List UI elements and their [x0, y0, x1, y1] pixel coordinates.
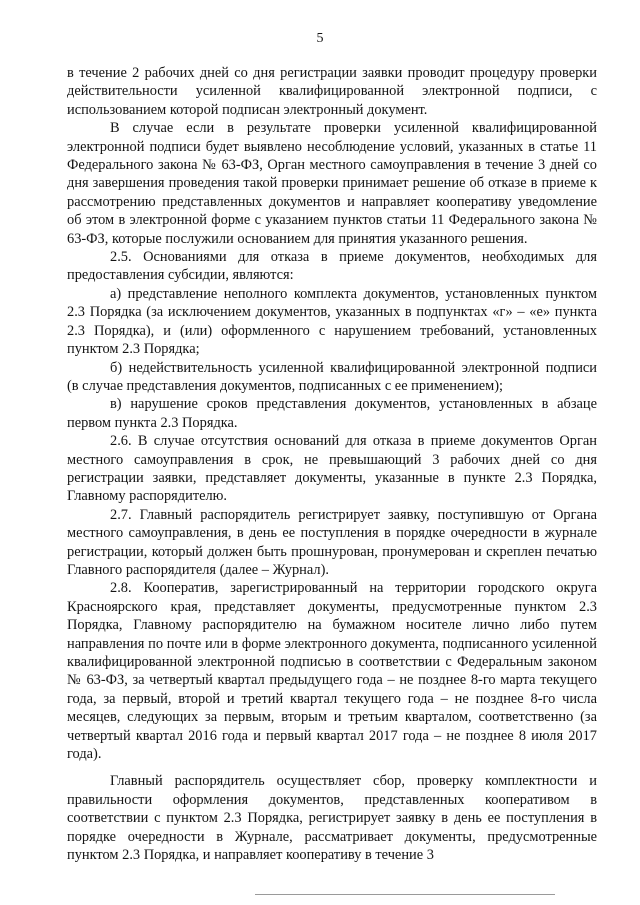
paragraph-2-6: 2.6. В случае отсутствия оснований для отказа в приеме документов Орган местного самоуправления в срок, не превышающий 3 рабочих дней со дня регистрации заявки, представляет документы, указанные в пункте 2.3 Порядка, Главному распорядителю.: [67, 433, 597, 505]
paragraph-main-manager: Главный распорядитель осуществляет сбор, проверку комплектности и правильности оформления документов, представленных кооперативом в соответствии с пунктом 2.3 Порядка, регистрирует заявку в день ее поступления в порядке очередности в Журнале, рассматривает документы, предусмотренные пунктом 2.3 Порядка, и направляет кооперативу в течение 3: [67, 773, 597, 864]
paragraph-signature-check: В случае если в результате проверки усиленной квалифицированной электронной подписи будет выявлено несоблюдение условий, указанных в статье 11 Федерального закона № 63-ФЗ, Орган местного самоуправления в течение 3 дней со дня завершения проведения такой проверки принимает решение об отказе в приеме к рассмотрению представленных документов и направляет кооперативу уведомление об этом в электронной форме с указанием пунктов статьи 11 Федерального закона № 63-ФЗ, которые послужили основанием для принятия указанного решения.: [67, 120, 597, 247]
paragraph-2-8: 2.8. Кооператив, зарегистрированный на территории городского округа Красноярского края, представляет документы, предусмотренные пунктом 2.3 Порядка, Главному распорядителю на бумажном носителе лично либо путем направления по почте или в форме электронного документа, подписанного усиленной квалифицированной электронной подписью в соответствии с Федеральным законом № 63-ФЗ, за четвертый квартал предыдущего года – не позднее 8-го марта текущего года, за первый, второй и третий квартал текущего года – не позднее 8-го числа месяцев, следующих за первым, вторым и третьим кварталом, соответственно (за четвертый квартал 2016 года и первый квартал 2017 года – не позднее 8 июля 2017 года).: [67, 580, 597, 763]
document-body: [67, 64, 597, 864]
page-number: 5: [316, 31, 324, 46]
footer-rule: [255, 894, 555, 895]
paragraph-2-5-c: в) нарушение сроков представления документов, установленных в абзаце первом пункта 2.3 Порядка.: [67, 396, 597, 431]
paragraph-2-5: 2.5. Основаниями для отказа в приеме документов, необходимых для предоставления субсидии, являются:: [67, 249, 597, 284]
paragraph-continuation: в течение 2 рабочих дней со дня регистрации заявки проводит процедуру проверки действительности усиленной квалифицированной электронной подписи, с использованием которой подписан электронный документ.: [67, 65, 597, 118]
paragraph-2-5-b: б) недействительность усиленной квалифицированной электронной подписи (в случае представления документов, подписанных с ее применением);: [67, 359, 597, 394]
paragraph-2-5-a: а) представление неполного комплекта документов, установленных пунктом 2.3 Порядка (за исключением документов, указанных в подпунктах «г» – «е» пункта 2.3 Порядка), и (или) оформленного с нарушением требований, установленных пунктом 2.3 Порядка;: [67, 285, 597, 358]
paragraph-2-7: 2.7. Главный распорядитель регистрирует заявку, поступившую от Органа местного самоуправления, в день ее поступления в порядке очередности в журнале регистрации, который должен быть прошнурован, пронумерован и скреплен печатью Главного распорядителя (далее – Журнал).: [67, 506, 597, 578]
